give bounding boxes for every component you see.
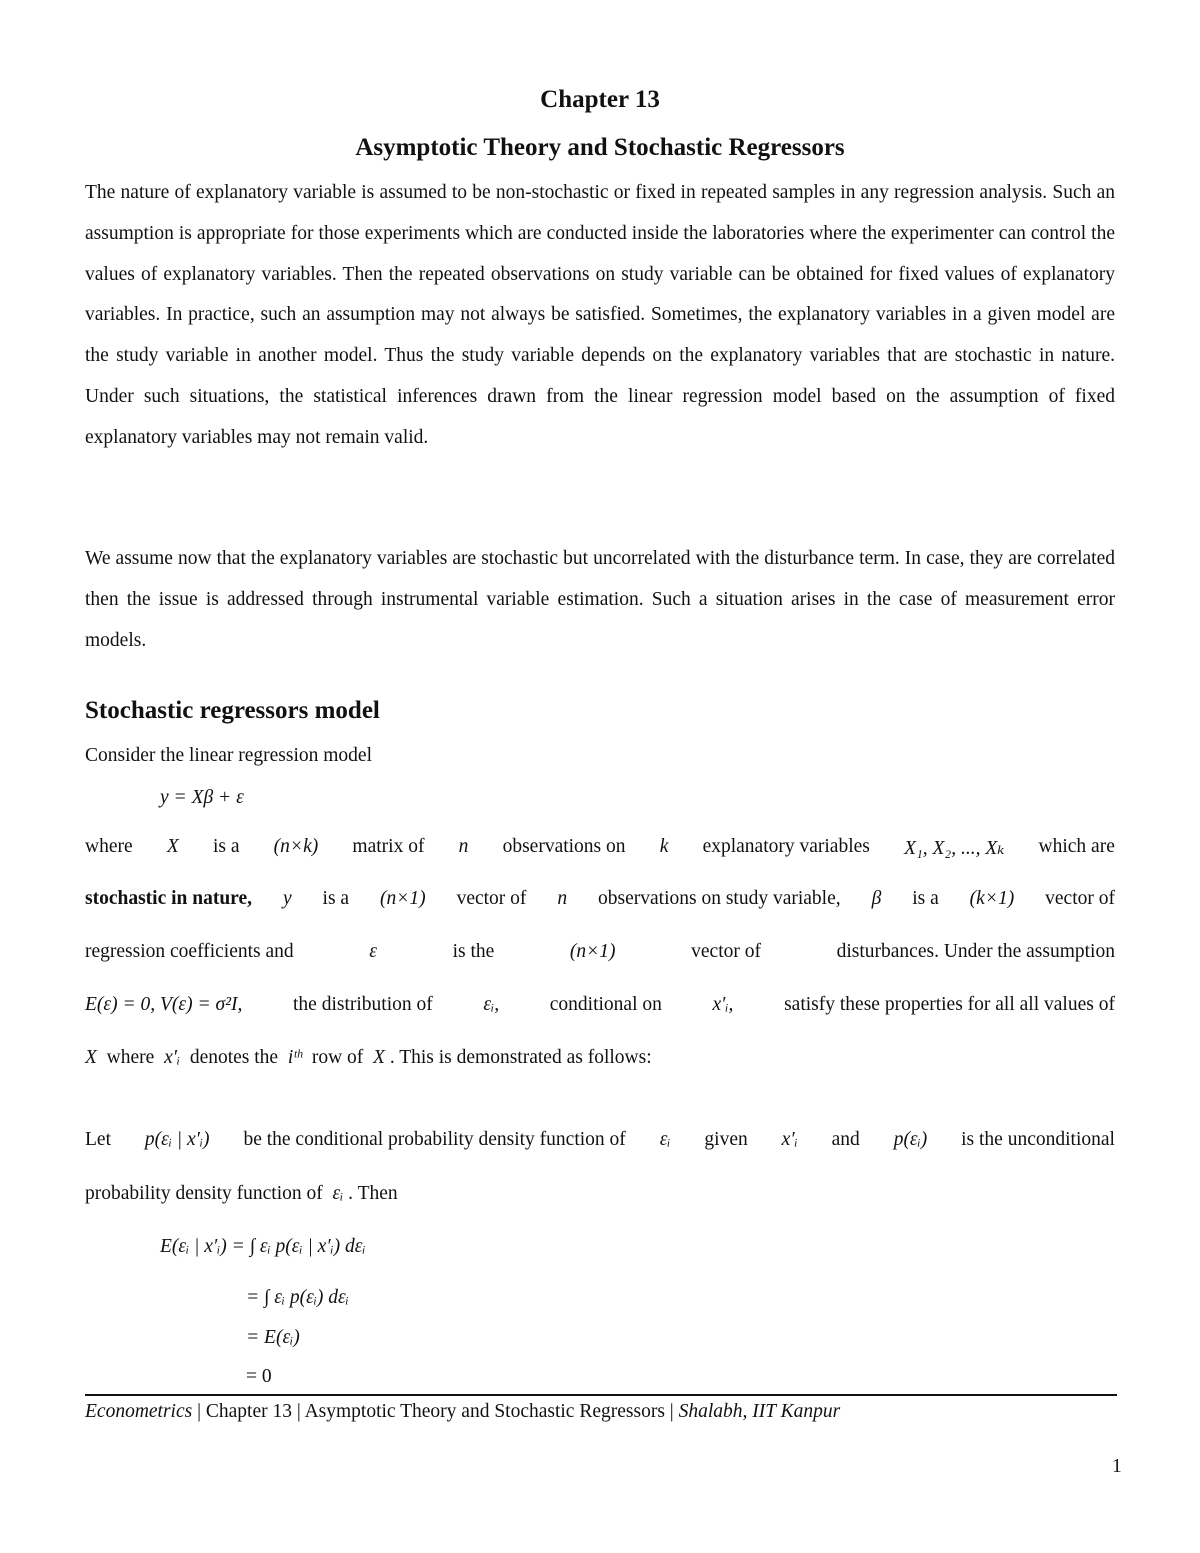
var-X: X (85, 1047, 97, 1068)
regression-line (85, 941, 1115, 963)
line-text: . Then (348, 1183, 398, 1204)
dim-n1: (n×1) (569, 941, 616, 962)
line-text: the distribution of (293, 994, 433, 1015)
var-x-i: x′ᵢ (164, 1047, 181, 1068)
var-n: n (458, 836, 469, 857)
line-text: observations on study variable, (598, 888, 841, 909)
where-row-line (85, 1047, 652, 1069)
var-X: X (166, 836, 179, 857)
var-n: n (557, 888, 568, 909)
line-text: disturbances. Under the assumption (836, 941, 1115, 962)
footer-separator: | (292, 1401, 305, 1422)
footer-rule (85, 1394, 1117, 1396)
line-text: vector of (1045, 888, 1115, 909)
where-word: where (85, 836, 133, 857)
model-equation: y = Xβ + ε (160, 787, 244, 808)
where-text: explanatory variables (702, 836, 870, 857)
dim-n1: (n×1) (380, 888, 426, 909)
line-text: is the (452, 941, 495, 962)
where-text: is a (212, 836, 240, 857)
derivation-line-4: = 0 (246, 1366, 272, 1387)
var-epsilon: ε (369, 941, 377, 962)
let-line (85, 1129, 1115, 1151)
assumption-line (85, 994, 1115, 1016)
derivation-line-3: = E(εᵢ) (246, 1327, 300, 1348)
var-beta: β (871, 888, 882, 909)
footer-course: Econometrics (85, 1401, 193, 1422)
derivation-line-1: E(εᵢ | x′ᵢ) = ∫ εᵢ p(εᵢ | x′ᵢ) dεᵢ (160, 1236, 366, 1257)
where-text: matrix of (352, 836, 425, 857)
footer-separator: | (664, 1401, 679, 1422)
footer-chapter: Chapter 13 (205, 1401, 292, 1422)
assumption-equation: E(ε) = 0, V(ε) = σ²I, (85, 994, 243, 1015)
line-text: probability density function of (85, 1183, 323, 1204)
line-text: and (831, 1129, 860, 1150)
line-text: regression coefficients and (85, 941, 294, 962)
line-text: vector of (691, 941, 761, 962)
line-text: conditional on (549, 994, 662, 1015)
var-epsilon-i: εᵢ (659, 1129, 671, 1150)
footer-author: Shalabh, IIT Kanpur (678, 1401, 841, 1422)
page-number: 1 (1112, 1456, 1122, 1477)
line-text: denotes the (189, 1047, 279, 1068)
conditional-pdf: p(εᵢ | x′ᵢ) (144, 1129, 210, 1150)
chapter-label: Chapter 13 (540, 86, 660, 113)
line-text: row of (311, 1047, 364, 1068)
line-text: is the unconditional (961, 1129, 1115, 1150)
section-heading: Stochastic regressors model (85, 697, 380, 724)
line-text: satisfy these properties for all all values of (784, 994, 1115, 1015)
line-text: vector of (456, 888, 527, 909)
footer-separator: | (192, 1401, 206, 1422)
line-text: where (106, 1047, 155, 1068)
line-text: be the conditional probability density function of (243, 1129, 626, 1150)
footer-topic: Asymptotic Theory and Stochastic Regressors (304, 1401, 665, 1422)
var-X: X (373, 1047, 385, 1068)
var-x-i: x′ᵢ, (712, 994, 734, 1015)
line-text: given (704, 1129, 748, 1150)
second-paragraph: We assume now that the explanatory variables are stochastic but uncorrelated with the disturbance term. In case, they are correlated then the issue is addressed through instrumental variable estimation. Such a situation arises in the case of measurement error models. (85, 548, 1115, 651)
derivation-line-2: = ∫ εᵢ p(εᵢ) dεᵢ (246, 1287, 349, 1308)
dim-nk: (n×k) (273, 836, 319, 857)
var-y: y (282, 888, 292, 909)
where-line (85, 836, 1115, 860)
var-epsilon-i: εᵢ (332, 1183, 344, 1204)
var-list: X₁, X₂, ..., Xₖ (904, 838, 1005, 859)
var-x-i: x′ᵢ (781, 1129, 798, 1150)
prob-line (85, 1183, 398, 1205)
footer (85, 1401, 840, 1423)
line-text: . This is demonstrated as follows: (389, 1047, 652, 1068)
line-text: is a (322, 888, 350, 909)
var-ith: iᵗʰ (287, 1047, 303, 1068)
var-epsilon-i: εᵢ, (483, 994, 500, 1015)
unconditional-pdf: p(εᵢ) (893, 1129, 928, 1150)
consider-text: Consider the linear regression model (85, 745, 373, 766)
var-k: k (659, 836, 669, 857)
dim-k1: (k×1) (969, 888, 1015, 909)
where-text: observations on (502, 836, 626, 857)
stochastic-line (85, 888, 1115, 910)
line-text: is a (912, 888, 939, 909)
bold-text: stochastic in nature, (85, 888, 253, 909)
where-text: which are (1038, 836, 1115, 857)
line-text: Let (85, 1129, 111, 1150)
chapter-title: Asymptotic Theory and Stochastic Regressors (355, 134, 845, 161)
intro-paragraph: The nature of explanatory variable is assumed to be non-stochastic or fixed in repeated samples in any regression analysis. Such an assumption is appropriate for those experiments which are conducted inside the laboratories where the experimenter can control the values of explanatory variables. Then the repeated observations on study variable can be obtained for fixed values of explanatory variables. In practice, such an assumption may not always be satisfied. Sometimes, the explanatory variables in a given model are the study variable in another model. Thus the study variable depends on the explanatory variables that are stochastic in nature. Under such situations, the statistical inferences drawn from the linear regression model based on the assumption of fixed explanatory variables may not remain valid. (85, 182, 1115, 448)
